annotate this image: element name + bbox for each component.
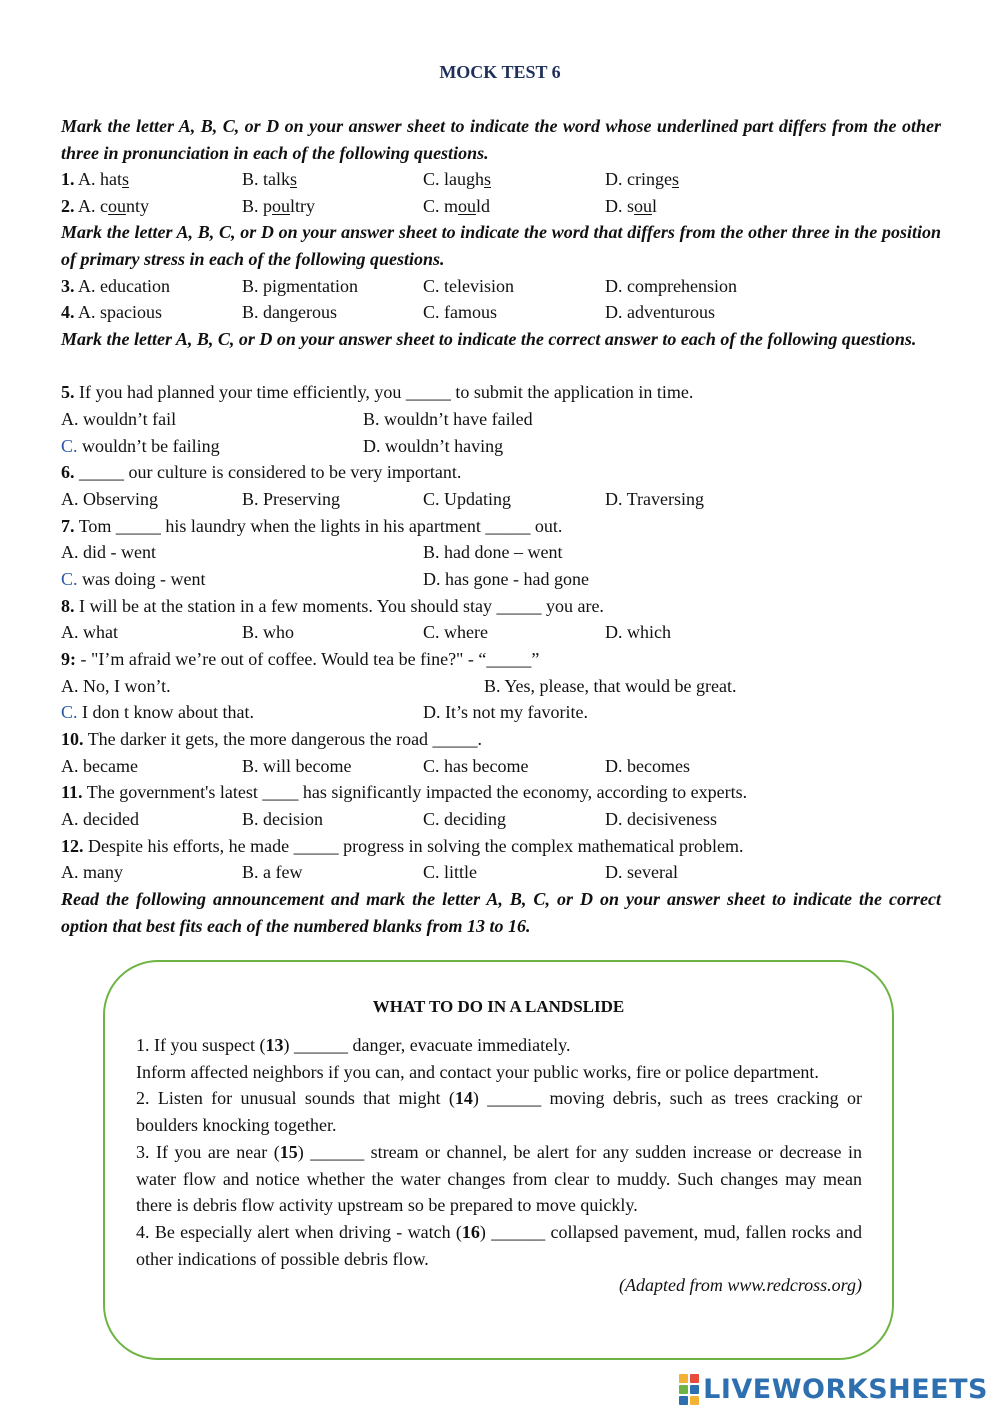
question-11-options [61,806,941,833]
question-number: 11. [61,782,83,802]
passage-line-5 [136,1219,862,1272]
option-c[interactable]: C. Updating [423,489,511,509]
question-9-stem [61,646,941,673]
option-b[interactable]: B. decision [242,809,323,829]
question-text: The darker it gets, the more dangerous the road _____. [87,729,483,749]
question-2 [61,193,941,220]
question-number: 3. [61,276,75,296]
question-3 [61,273,941,300]
question-7-options-1 [61,539,941,566]
option-b[interactable]: B. Preserving [242,489,340,509]
passage-text: 3. If you are near ( [136,1141,280,1162]
option-b[interactable]: B. wouldn’t have failed [363,409,533,429]
question-number: 4. [61,302,75,322]
question-10-options [61,753,941,780]
question-8-stem [61,593,941,620]
option-c[interactable] [61,699,254,726]
option-text: was doing - went [77,569,206,589]
passage-text: ) ______ danger, evacuate immediately. [283,1035,571,1055]
question-5-options-2 [61,433,941,460]
option-b[interactable]: B. Yes, please, that would be great. [484,676,737,696]
option-d[interactable]: D. s [605,196,635,216]
passage-body [136,1032,862,1299]
question-7-stem [61,513,941,540]
question-text: Despite his efforts, he made _____ progress in solving the complex mathematical problem. [88,836,744,856]
question-1 [61,166,941,193]
option-a[interactable]: A. what [61,622,118,642]
question-9-options-2 [61,699,941,726]
question-5-options-1 [61,406,941,433]
option-b[interactable]: B. p [242,196,273,216]
option-a[interactable]: A. spacious [78,302,163,322]
passage-text: ) ______ moving debris, such as trees cracking or boulders knocking together. [136,1088,862,1136]
option-a-rest: nty [126,196,150,216]
instruction-reading: Read the following announcement and mark the letter A, B, C, or D on your answer sheet to indicate the correct option that best fits each of the numbered blanks from 13 to 16. [61,889,941,936]
passage-text: ) ______ stream or channel, be alert for any sudden increase or decrease in water flow and notice whether the water changes from clear to muddy. Such changes may mean there is debris flow activity upstream so be prepared to move quickly. [136,1141,862,1216]
option-a[interactable]: A. hat [78,169,123,189]
passage-line-3 [136,1085,862,1138]
question-text: - "I’m afraid we’re out of coffee. Would tea be fine?" - “_____” [80,649,540,669]
option-c[interactable]: C. famous [423,302,497,322]
logo-text: LIVEWORKSHEETS [703,1373,988,1405]
question-10-stem [61,726,941,753]
option-b[interactable]: B. who [242,622,295,642]
question-12-options [61,859,941,886]
option-c[interactable]: C. television [423,276,514,296]
option-a[interactable]: A. Observing [61,489,158,509]
option-c[interactable]: C. where [423,622,488,642]
option-letter: C. [61,569,78,589]
question-text: I will be at the station in a few moments. You should stay _____ you are. [79,596,604,616]
option-a[interactable]: A. education [78,276,170,296]
question-number: 10. [61,729,84,749]
option-b-rest: ltry [290,196,316,216]
option-a[interactable]: A. became [61,756,138,776]
option-b[interactable]: B. will become [242,756,352,776]
underline-part: ou [458,196,477,216]
blank-number: 13 [265,1035,284,1055]
passage-source: (Adapted from www.redcross.org) [619,1275,862,1296]
underline-part: ou [634,196,653,216]
underline-part: s [290,169,298,189]
passage-text: ) ______ collapsed pavement, mud, fallen rocks and other indications of possible debris flow. [136,1221,862,1269]
option-d[interactable]: D. which [605,622,671,642]
option-a[interactable]: A. No, I won’t. [61,676,171,696]
question-number: 5. [61,382,75,402]
option-a[interactable]: A. decided [61,809,139,829]
question-number: 2. [61,196,75,216]
option-b[interactable]: B. a few [242,862,303,882]
option-d[interactable]: D. becomes [605,756,690,776]
option-d[interactable]: D. wouldn’t having [363,436,504,456]
question-8-options [61,619,941,646]
option-a[interactable]: A. did - went [61,542,156,562]
question-number: 8. [61,596,75,616]
question-text: Tom _____ his laundry when the lights in his apartment _____ out. [78,516,563,536]
passage-line-1 [136,1032,862,1059]
question-text: The government's latest ____ has significantly impacted the economy, according to experts. [86,782,748,802]
option-a[interactable]: A. wouldn’t fail [61,409,177,429]
option-letter: C. [61,436,78,456]
question-6-stem [61,459,941,486]
blank-number: 16 [461,1221,480,1242]
option-d[interactable]: D. cringe [605,169,672,189]
option-c-rest: ld [476,196,491,216]
passage-text: 1. If you suspect ( [136,1035,266,1055]
passage-line-2: Inform affected neighbors if you can, and contact your public works, fire or police department. [136,1061,819,1082]
blank-number: 14 [454,1088,473,1109]
question-number: 6. [61,462,75,482]
underline-part: ou [108,196,127,216]
option-c[interactable]: C. m [423,196,459,216]
passage-text: 4. Be especially alert when driving - watch ( [136,1221,462,1242]
option-d[interactable]: D. decisiveness [605,809,717,829]
question-number: 9: [61,649,76,669]
question-7-options-2 [61,566,941,593]
question-12-stem [61,833,941,860]
option-a[interactable]: A. many [61,862,123,882]
option-c[interactable] [61,433,220,460]
question-9-options-1 [61,673,941,700]
passage-title: WHAT TO DO IN A LANDSLIDE [372,997,625,1016]
option-c[interactable]: C. deciding [423,809,506,829]
question-11-stem [61,779,941,806]
option-d[interactable]: D. several [605,862,678,882]
question-text: _____ our culture is considered to be very important. [79,462,462,482]
option-a[interactable]: A. c [78,196,109,216]
option-d-rest: l [652,196,658,216]
question-4 [61,299,941,326]
underline-part: s [484,169,492,189]
option-c[interactable]: C. has become [423,756,529,776]
option-text: I don t know about that. [77,702,254,722]
instruction-stress: Mark the letter A, B, C, or D on your answer sheet to indicate the word that differs from the other three in the position of primary stress in each of the following questions. [61,222,941,269]
option-b[interactable]: B. talk [242,169,290,189]
passage-text: 2. Listen for unusual sounds that might ( [136,1088,455,1109]
option-letter: C. [61,702,78,722]
passage-line-4 [136,1139,862,1219]
underline-part: s [671,169,679,189]
option-b[interactable]: B. dangerous [242,302,337,322]
option-c[interactable]: C. laugh [423,169,484,189]
option-text: wouldn’t be failing [77,436,220,456]
option-b[interactable]: B. had done – went [423,542,563,562]
option-d[interactable]: D. Traversing [605,489,705,509]
question-number: 12. [61,836,84,856]
instruction-pronunciation: Mark the letter A, B, C, or D on your answer sheet to indicate the word whose underlined part differs from the other three in pronunciation in each of the following questions. [61,116,941,163]
question-6-options [61,486,941,513]
question-number: 1. [61,169,75,189]
option-d[interactable]: D. comprehension [605,276,737,296]
page-title: MOCK TEST 6 [439,62,561,82]
underline-part: s [122,169,130,189]
logo-icon [679,1374,699,1405]
blank-number: 15 [279,1141,298,1162]
question-number: 7. [61,516,75,536]
option-b[interactable]: B. pigmentation [242,276,358,296]
question-text: If you had planned your time efficiently, you _____ to submit the application in time. [79,382,694,402]
instruction-correct: Mark the letter A, B, C, or D on your answer sheet to indicate the correct answer to each of the following questions. [61,329,917,349]
underline-part: ou [272,196,291,216]
option-c[interactable]: C. little [423,862,477,882]
question-5-stem [61,379,941,406]
option-d[interactable]: D. has gone - had gone [423,569,589,589]
liveworksheets-logo[interactable] [679,1372,988,1406]
option-d[interactable]: D. It’s not my favorite. [423,702,588,722]
option-d[interactable]: D. adventurous [605,302,715,322]
option-c[interactable] [61,566,206,593]
